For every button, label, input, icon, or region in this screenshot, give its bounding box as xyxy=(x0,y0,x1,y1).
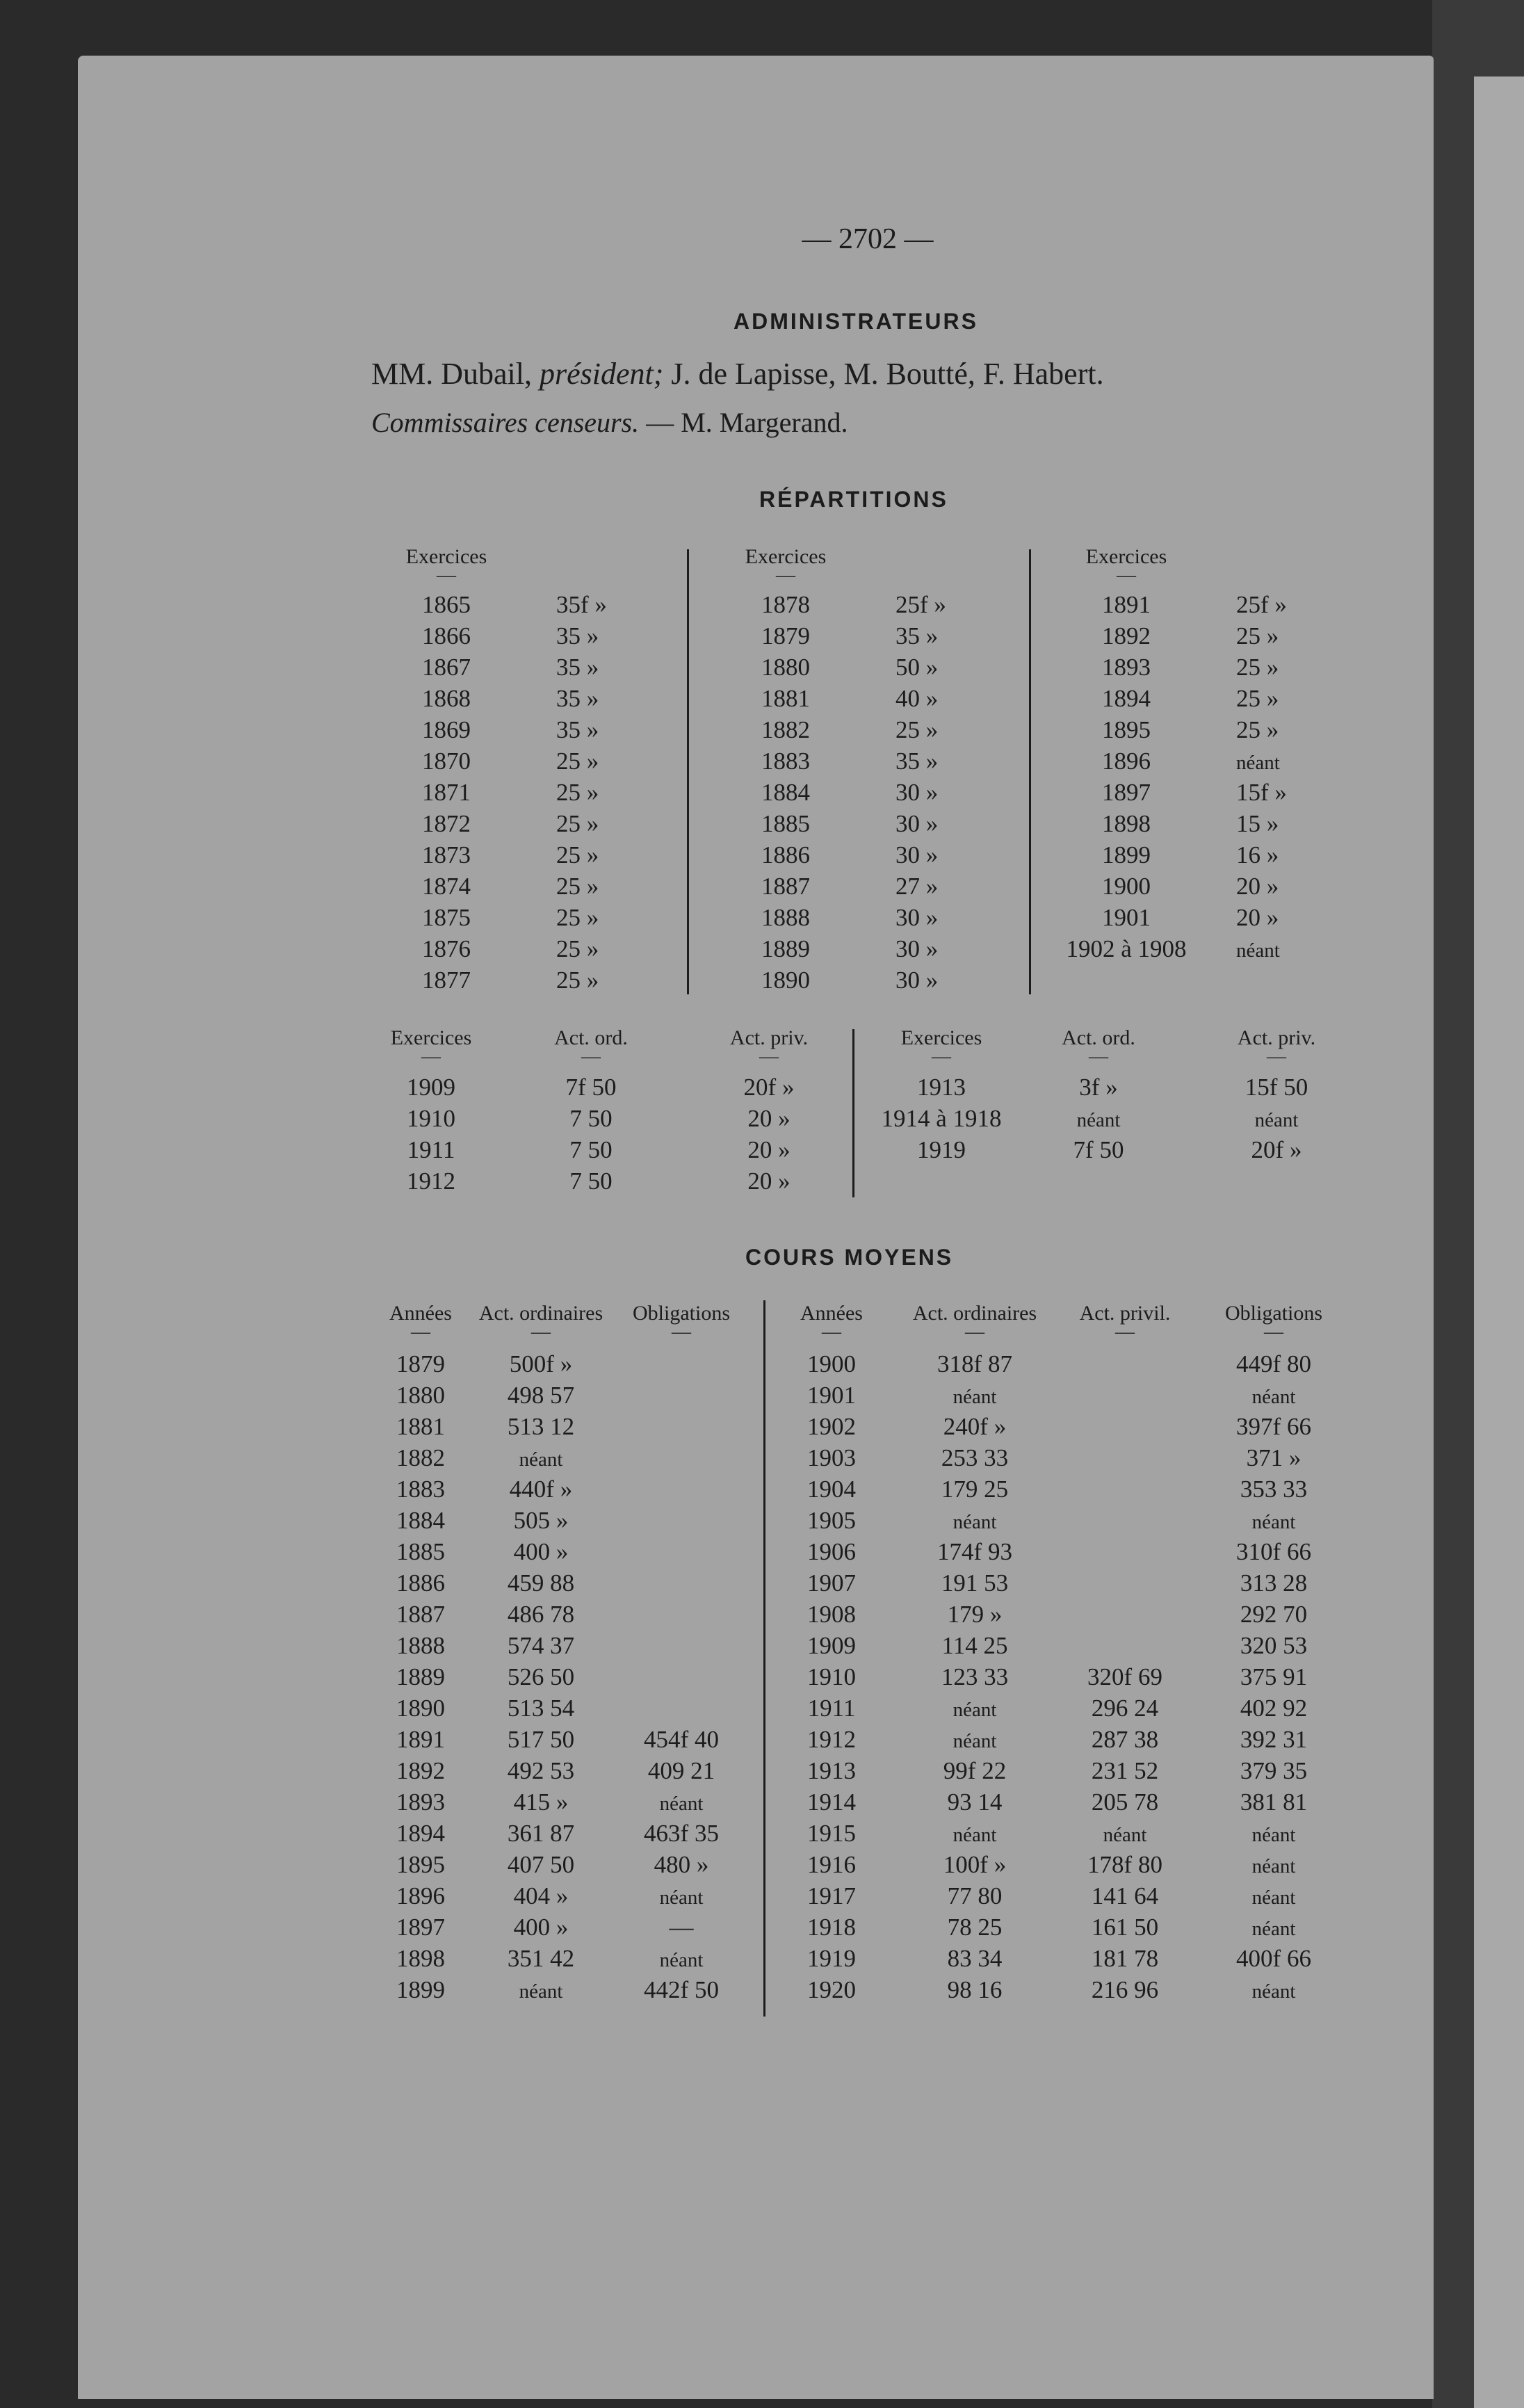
year-cell: 1869 xyxy=(422,716,471,743)
year-cell: 1887 xyxy=(761,873,810,900)
table-cell: 7 50 xyxy=(569,1167,613,1195)
year-cell: 1882 xyxy=(761,716,810,743)
table-cell: 486 78 xyxy=(507,1601,575,1628)
year-cell: 1865 xyxy=(422,591,471,618)
table-cell: 7 50 xyxy=(569,1105,613,1132)
value-cell: 25 » xyxy=(895,716,939,743)
header-dash: — xyxy=(437,565,456,586)
year-cell: 1900 xyxy=(1102,873,1151,900)
table-cell: néant xyxy=(1251,1918,1296,1940)
value-cell: 30 » xyxy=(895,810,939,837)
table-cell: 1892 xyxy=(396,1757,445,1784)
table-cell: 400f 66 xyxy=(1236,1945,1311,1972)
value-cell: 25 » xyxy=(556,967,599,994)
year-cell: 1892 xyxy=(1102,622,1151,649)
column-header: Exercices xyxy=(1085,545,1167,568)
table-cell: néant xyxy=(1251,1980,1296,2003)
table-cell: 1887 xyxy=(396,1601,445,1628)
table-cell: 231 52 xyxy=(1091,1757,1159,1784)
table-cell: 381 81 xyxy=(1240,1788,1308,1816)
administrators-names: J. de Lapisse, M. Boutté, F. Habert. xyxy=(663,357,1104,391)
year-cell: 1895 xyxy=(1102,716,1151,743)
value-cell: 35 » xyxy=(556,622,599,649)
column-header: Act. ordinaires xyxy=(478,1302,603,1325)
value-cell: 35 » xyxy=(556,685,599,712)
column-rule xyxy=(852,1029,854,1197)
table-cell: 1908 xyxy=(807,1601,856,1628)
year-cell: 1874 xyxy=(422,873,471,900)
year-cell: 1875 xyxy=(422,904,471,931)
table-cell: 1919 xyxy=(807,1945,856,1972)
table-cell: 1883 xyxy=(396,1476,445,1503)
table-cell: 1913 xyxy=(917,1074,966,1101)
table-cell: 415 » xyxy=(513,1788,569,1816)
table-cell: 7f 50 xyxy=(1073,1136,1124,1163)
table-cell: 320f 69 xyxy=(1087,1663,1162,1690)
table-cell: 20f » xyxy=(743,1074,795,1101)
table-cell: 1905 xyxy=(807,1507,856,1534)
year-cell: 1867 xyxy=(422,654,471,681)
value-cell: 25 » xyxy=(556,779,599,806)
table-cell: 1880 xyxy=(396,1382,445,1409)
value-cell: 30 » xyxy=(895,779,939,806)
value-cell: 25 » xyxy=(556,810,599,837)
table-cell: 1891 xyxy=(396,1726,445,1753)
table-cell: 161 50 xyxy=(1091,1914,1159,1941)
table-cell: 240f » xyxy=(943,1413,1007,1440)
header-dash: — xyxy=(1267,1046,1286,1067)
year-cell: 1899 xyxy=(1102,841,1151,868)
president-role: président; xyxy=(540,357,664,391)
table-cell: 1916 xyxy=(807,1851,856,1878)
value-cell: néant xyxy=(1236,752,1280,774)
value-cell: 35 » xyxy=(895,748,939,775)
table-cell: 191 53 xyxy=(941,1569,1009,1597)
value-cell: 15f » xyxy=(1236,779,1287,806)
header-dash: — xyxy=(581,1046,601,1067)
table-cell: 517 50 xyxy=(507,1726,575,1753)
cours-moyens-heading: COURS MOYENS xyxy=(745,1245,954,1270)
table-cell: néant xyxy=(952,1824,997,1846)
table-cell: 77 80 xyxy=(947,1882,1003,1909)
year-cell: 1890 xyxy=(761,967,810,994)
column-header: Act. ordinaires xyxy=(912,1302,1037,1325)
table-cell: 1888 xyxy=(396,1632,445,1659)
year-cell: 1881 xyxy=(761,685,810,712)
table-cell: 375 91 xyxy=(1240,1663,1308,1690)
year-cell: 1873 xyxy=(422,841,471,868)
table-cell: 1897 xyxy=(396,1914,445,1941)
header-dash: — xyxy=(1115,1321,1135,1343)
year-cell: 1878 xyxy=(761,591,810,618)
table-cell: 351 42 xyxy=(507,1945,575,1972)
value-cell: 25 » xyxy=(556,935,599,962)
table-cell: 310f 66 xyxy=(1236,1538,1311,1565)
table-cell: néant xyxy=(1254,1109,1299,1131)
table-cell: 179 25 xyxy=(941,1476,1009,1503)
year-cell: 1879 xyxy=(761,622,810,649)
table-cell: 100f » xyxy=(943,1851,1007,1878)
table-cell: 1879 xyxy=(396,1350,445,1377)
value-cell: 16 » xyxy=(1236,841,1279,868)
header-dash: — xyxy=(965,1321,984,1343)
table-cell: 1915 xyxy=(807,1820,856,1847)
value-cell: 25 » xyxy=(556,748,599,775)
table-cell: 141 64 xyxy=(1091,1882,1159,1909)
table-cell: néant xyxy=(952,1511,997,1533)
year-cell: 1896 xyxy=(1102,748,1151,775)
table-cell: 1912 xyxy=(807,1726,856,1753)
value-cell: 27 » xyxy=(895,873,939,900)
table-cell: néant xyxy=(952,1699,997,1721)
table-cell: 98 16 xyxy=(947,1976,1003,2003)
table-cell: 498 57 xyxy=(507,1382,575,1409)
table-cell: 20 » xyxy=(747,1167,791,1195)
value-cell: 20 » xyxy=(1236,873,1279,900)
table-cell: 407 50 xyxy=(507,1851,575,1878)
table-cell: 513 54 xyxy=(507,1695,575,1722)
table-cell: 83 34 xyxy=(947,1945,1003,1972)
table-cell: 400 » xyxy=(513,1914,569,1941)
table-cell: 216 96 xyxy=(1091,1976,1159,2003)
table-cell: 459 88 xyxy=(507,1569,575,1597)
table-cell: 1903 xyxy=(807,1444,856,1471)
table-cell: 318f 87 xyxy=(937,1350,1012,1377)
table-cell: 1909 xyxy=(407,1074,455,1101)
table-cell: 1909 xyxy=(807,1632,856,1659)
table-cell: néant xyxy=(1251,1886,1296,1909)
table-cell: 114 25 xyxy=(941,1632,1008,1659)
year-cell: 1868 xyxy=(422,685,471,712)
table-cell: 1895 xyxy=(396,1851,445,1878)
table-cell: néant xyxy=(519,1448,563,1471)
table-cell: 500f » xyxy=(509,1350,573,1377)
table-cell: 1889 xyxy=(396,1663,445,1690)
table-cell: 480 » xyxy=(654,1851,709,1878)
header-dash: — xyxy=(531,1321,551,1343)
value-cell: 25 » xyxy=(1236,654,1279,681)
table-cell: — xyxy=(669,1914,694,1941)
page-number: — 2702 — xyxy=(802,223,934,255)
table-cell: 93 14 xyxy=(947,1788,1003,1816)
table-cell: 313 28 xyxy=(1240,1569,1308,1597)
value-cell: 40 » xyxy=(895,685,939,712)
year-cell: 1883 xyxy=(761,748,810,775)
table-cell: 1896 xyxy=(396,1882,445,1909)
table-cell: 513 12 xyxy=(507,1413,575,1440)
table-cell: 253 33 xyxy=(941,1444,1009,1471)
table-cell: 20f » xyxy=(1251,1136,1302,1163)
column-header: Obligations xyxy=(633,1302,730,1325)
censors-line xyxy=(371,406,848,439)
table-cell: 574 37 xyxy=(507,1632,575,1659)
value-cell: 35 » xyxy=(556,716,599,743)
table-cell: 178f 80 xyxy=(1087,1851,1162,1878)
table-cell: 526 50 xyxy=(507,1663,575,1690)
value-cell: 20 » xyxy=(1236,904,1279,931)
year-cell: 1880 xyxy=(761,654,810,681)
table-cell: néant xyxy=(1076,1109,1121,1131)
table-cell: 78 25 xyxy=(947,1914,1003,1941)
table-cell: 402 92 xyxy=(1240,1695,1308,1722)
table-cell: 1890 xyxy=(396,1695,445,1722)
table-cell: 353 33 xyxy=(1240,1476,1308,1503)
table-cell: 361 87 xyxy=(507,1820,575,1847)
table-cell: 371 » xyxy=(1246,1444,1302,1471)
table-cell: 1914 xyxy=(807,1788,856,1816)
table-cell: 3f » xyxy=(1079,1074,1118,1101)
header-dash: — xyxy=(1117,565,1136,586)
header-dash: — xyxy=(411,1321,430,1343)
censors-names: — M. Margerand. xyxy=(639,407,848,438)
table-cell: 123 33 xyxy=(941,1663,1009,1690)
column-header: Exercices xyxy=(390,1026,472,1049)
table-cell: 454f 40 xyxy=(644,1726,719,1753)
value-cell: 25 » xyxy=(556,841,599,868)
table-cell: 1899 xyxy=(396,1976,445,2003)
table-cell: néant xyxy=(1103,1824,1147,1846)
table-cell: 404 » xyxy=(513,1882,569,1909)
header-dash: — xyxy=(932,1046,951,1067)
table-cell: 1911 xyxy=(807,1695,856,1722)
year-cell: 1898 xyxy=(1102,810,1151,837)
column-header: Act. privil. xyxy=(1079,1302,1171,1325)
header-dash: — xyxy=(776,565,795,586)
next-page-edge xyxy=(1474,76,1524,2408)
table-cell: 397f 66 xyxy=(1236,1413,1311,1440)
table-cell: 1901 xyxy=(807,1382,856,1409)
year-cell: 1888 xyxy=(761,904,810,931)
table-cell: 287 38 xyxy=(1091,1726,1159,1753)
table-cell: 1917 xyxy=(807,1882,856,1909)
value-cell: 25f » xyxy=(1236,591,1287,618)
value-cell: 25f » xyxy=(895,591,946,618)
table-cell: 449f 80 xyxy=(1236,1350,1311,1377)
table-cell: 1919 xyxy=(917,1136,966,1163)
year-cell: 1897 xyxy=(1102,779,1151,806)
header-dash: — xyxy=(759,1046,779,1067)
table-cell: 181 78 xyxy=(1091,1945,1159,1972)
table-cell: 15f 50 xyxy=(1245,1074,1308,1101)
year-cell: 1884 xyxy=(761,779,810,806)
administrators-line xyxy=(371,356,1104,391)
table-cell: néant xyxy=(952,1386,997,1408)
table-cell: 400 » xyxy=(513,1538,569,1565)
value-cell: 25 » xyxy=(556,873,599,900)
table-cell: 1881 xyxy=(396,1413,445,1440)
table-cell: 1910 xyxy=(407,1105,455,1132)
table-cell: 1898 xyxy=(396,1945,445,1972)
value-cell: néant xyxy=(1236,939,1280,962)
administrators-prefix: MM. Dubail, xyxy=(371,357,540,391)
table-cell: 1912 xyxy=(407,1167,455,1195)
table-cell: 7 50 xyxy=(569,1136,613,1163)
year-cell: 1891 xyxy=(1102,591,1151,618)
table-cell: 1910 xyxy=(807,1663,856,1690)
year-cell: 1870 xyxy=(422,748,471,775)
table-cell: 1913 xyxy=(807,1757,856,1784)
administrateurs-heading: ADMINISTRATEURS xyxy=(733,309,978,334)
table-cell: néant xyxy=(1251,1855,1296,1877)
year-cell: 1866 xyxy=(422,622,471,649)
value-cell: 25 » xyxy=(1236,622,1279,649)
table-cell: 409 21 xyxy=(647,1757,715,1784)
table-cell: 1884 xyxy=(396,1507,445,1534)
value-cell: 30 » xyxy=(895,967,939,994)
column-header: Exercices xyxy=(745,545,827,568)
header-dash: — xyxy=(822,1321,841,1343)
table-cell: 1902 xyxy=(807,1413,856,1440)
repartitions-heading: RÉPARTITIONS xyxy=(759,487,948,512)
table-cell: néant xyxy=(1251,1511,1296,1533)
table-cell: 1893 xyxy=(396,1788,445,1816)
table-cell: 1911 xyxy=(407,1136,455,1163)
value-cell: 30 » xyxy=(895,904,939,931)
value-cell: 25 » xyxy=(556,904,599,931)
year-cell: 1902 à 1908 xyxy=(1066,935,1187,962)
value-cell: 30 » xyxy=(895,841,939,868)
table-cell: néant xyxy=(659,1949,704,1971)
table-cell: néant xyxy=(1251,1386,1296,1408)
year-cell: 1894 xyxy=(1102,685,1151,712)
value-cell: 35 » xyxy=(895,622,939,649)
column-header: Obligations xyxy=(1225,1302,1322,1325)
year-cell: 1889 xyxy=(761,935,810,962)
column-rule xyxy=(687,549,689,994)
value-cell: 35f » xyxy=(556,591,607,618)
table-cell: 440f » xyxy=(509,1476,573,1503)
table-cell: néant xyxy=(659,1886,704,1909)
value-cell: 50 » xyxy=(895,654,939,681)
header-dash: — xyxy=(1089,1046,1108,1067)
table-cell: 505 » xyxy=(513,1507,569,1534)
header-dash: — xyxy=(421,1046,441,1067)
table-cell: 99f 22 xyxy=(943,1757,1007,1784)
table-cell: 1914 à 1918 xyxy=(881,1105,1002,1132)
year-cell: 1871 xyxy=(422,779,471,806)
year-cell: 1885 xyxy=(761,810,810,837)
censors-label: Commissaires censeurs. xyxy=(371,407,640,438)
table-cell: 1885 xyxy=(396,1538,445,1565)
value-cell: 25 » xyxy=(1236,685,1279,712)
table-cell: 296 24 xyxy=(1091,1695,1159,1722)
table-cell: néant xyxy=(1251,1824,1296,1846)
table-cell: 320 53 xyxy=(1240,1632,1308,1659)
column-header: Act. ord. xyxy=(1062,1026,1135,1049)
year-cell: 1877 xyxy=(422,967,471,994)
year-cell: 1901 xyxy=(1102,904,1151,931)
column-header: Exercices xyxy=(900,1026,982,1049)
table-cell: 1907 xyxy=(807,1569,856,1597)
table-cell: 292 70 xyxy=(1240,1601,1308,1628)
header-dash: — xyxy=(672,1321,691,1343)
year-cell: 1893 xyxy=(1102,654,1151,681)
table-cell: 7f 50 xyxy=(565,1074,617,1101)
table-cell: 463f 35 xyxy=(644,1820,719,1847)
value-cell: 25 » xyxy=(1236,716,1279,743)
table-cell: 392 31 xyxy=(1240,1726,1308,1753)
column-header: Act. priv. xyxy=(729,1026,809,1049)
year-cell: 1872 xyxy=(422,810,471,837)
table-cell: 1882 xyxy=(396,1444,445,1471)
table-cell: néant xyxy=(952,1730,997,1752)
table-cell: 1920 xyxy=(807,1976,856,2003)
column-rule xyxy=(1029,549,1031,994)
table-cell: néant xyxy=(519,1980,563,2003)
table-cell: 1906 xyxy=(807,1538,856,1565)
year-cell: 1886 xyxy=(761,841,810,868)
column-header: Exercices xyxy=(405,545,487,568)
table-cell: 20 » xyxy=(747,1136,791,1163)
value-cell: 35 » xyxy=(556,654,599,681)
table-cell: 1894 xyxy=(396,1820,445,1847)
table-cell: 492 53 xyxy=(507,1757,575,1784)
header-dash: — xyxy=(1264,1321,1283,1343)
table-cell: 1904 xyxy=(807,1476,856,1503)
table-cell: 379 35 xyxy=(1240,1757,1308,1784)
table-cell: néant xyxy=(659,1793,704,1815)
table-cell: 442f 50 xyxy=(644,1976,719,2003)
table-cell: 1886 xyxy=(396,1569,445,1597)
year-cell: 1876 xyxy=(422,935,471,962)
table-cell: 20 » xyxy=(747,1105,791,1132)
value-cell: 15 » xyxy=(1236,810,1279,837)
column-rule xyxy=(763,1300,765,2017)
value-cell: 30 » xyxy=(895,935,939,962)
table-cell: 179 » xyxy=(947,1601,1003,1628)
table-cell: 1900 xyxy=(807,1350,856,1377)
table-cell: 205 78 xyxy=(1091,1788,1159,1816)
column-header: Act. priv. xyxy=(1237,1026,1316,1049)
column-header: Années xyxy=(389,1302,452,1325)
table-cell: 174f 93 xyxy=(937,1538,1012,1565)
table-cell: 1918 xyxy=(807,1914,856,1941)
column-header: Années xyxy=(800,1302,863,1325)
column-header: Act. ord. xyxy=(554,1026,628,1049)
